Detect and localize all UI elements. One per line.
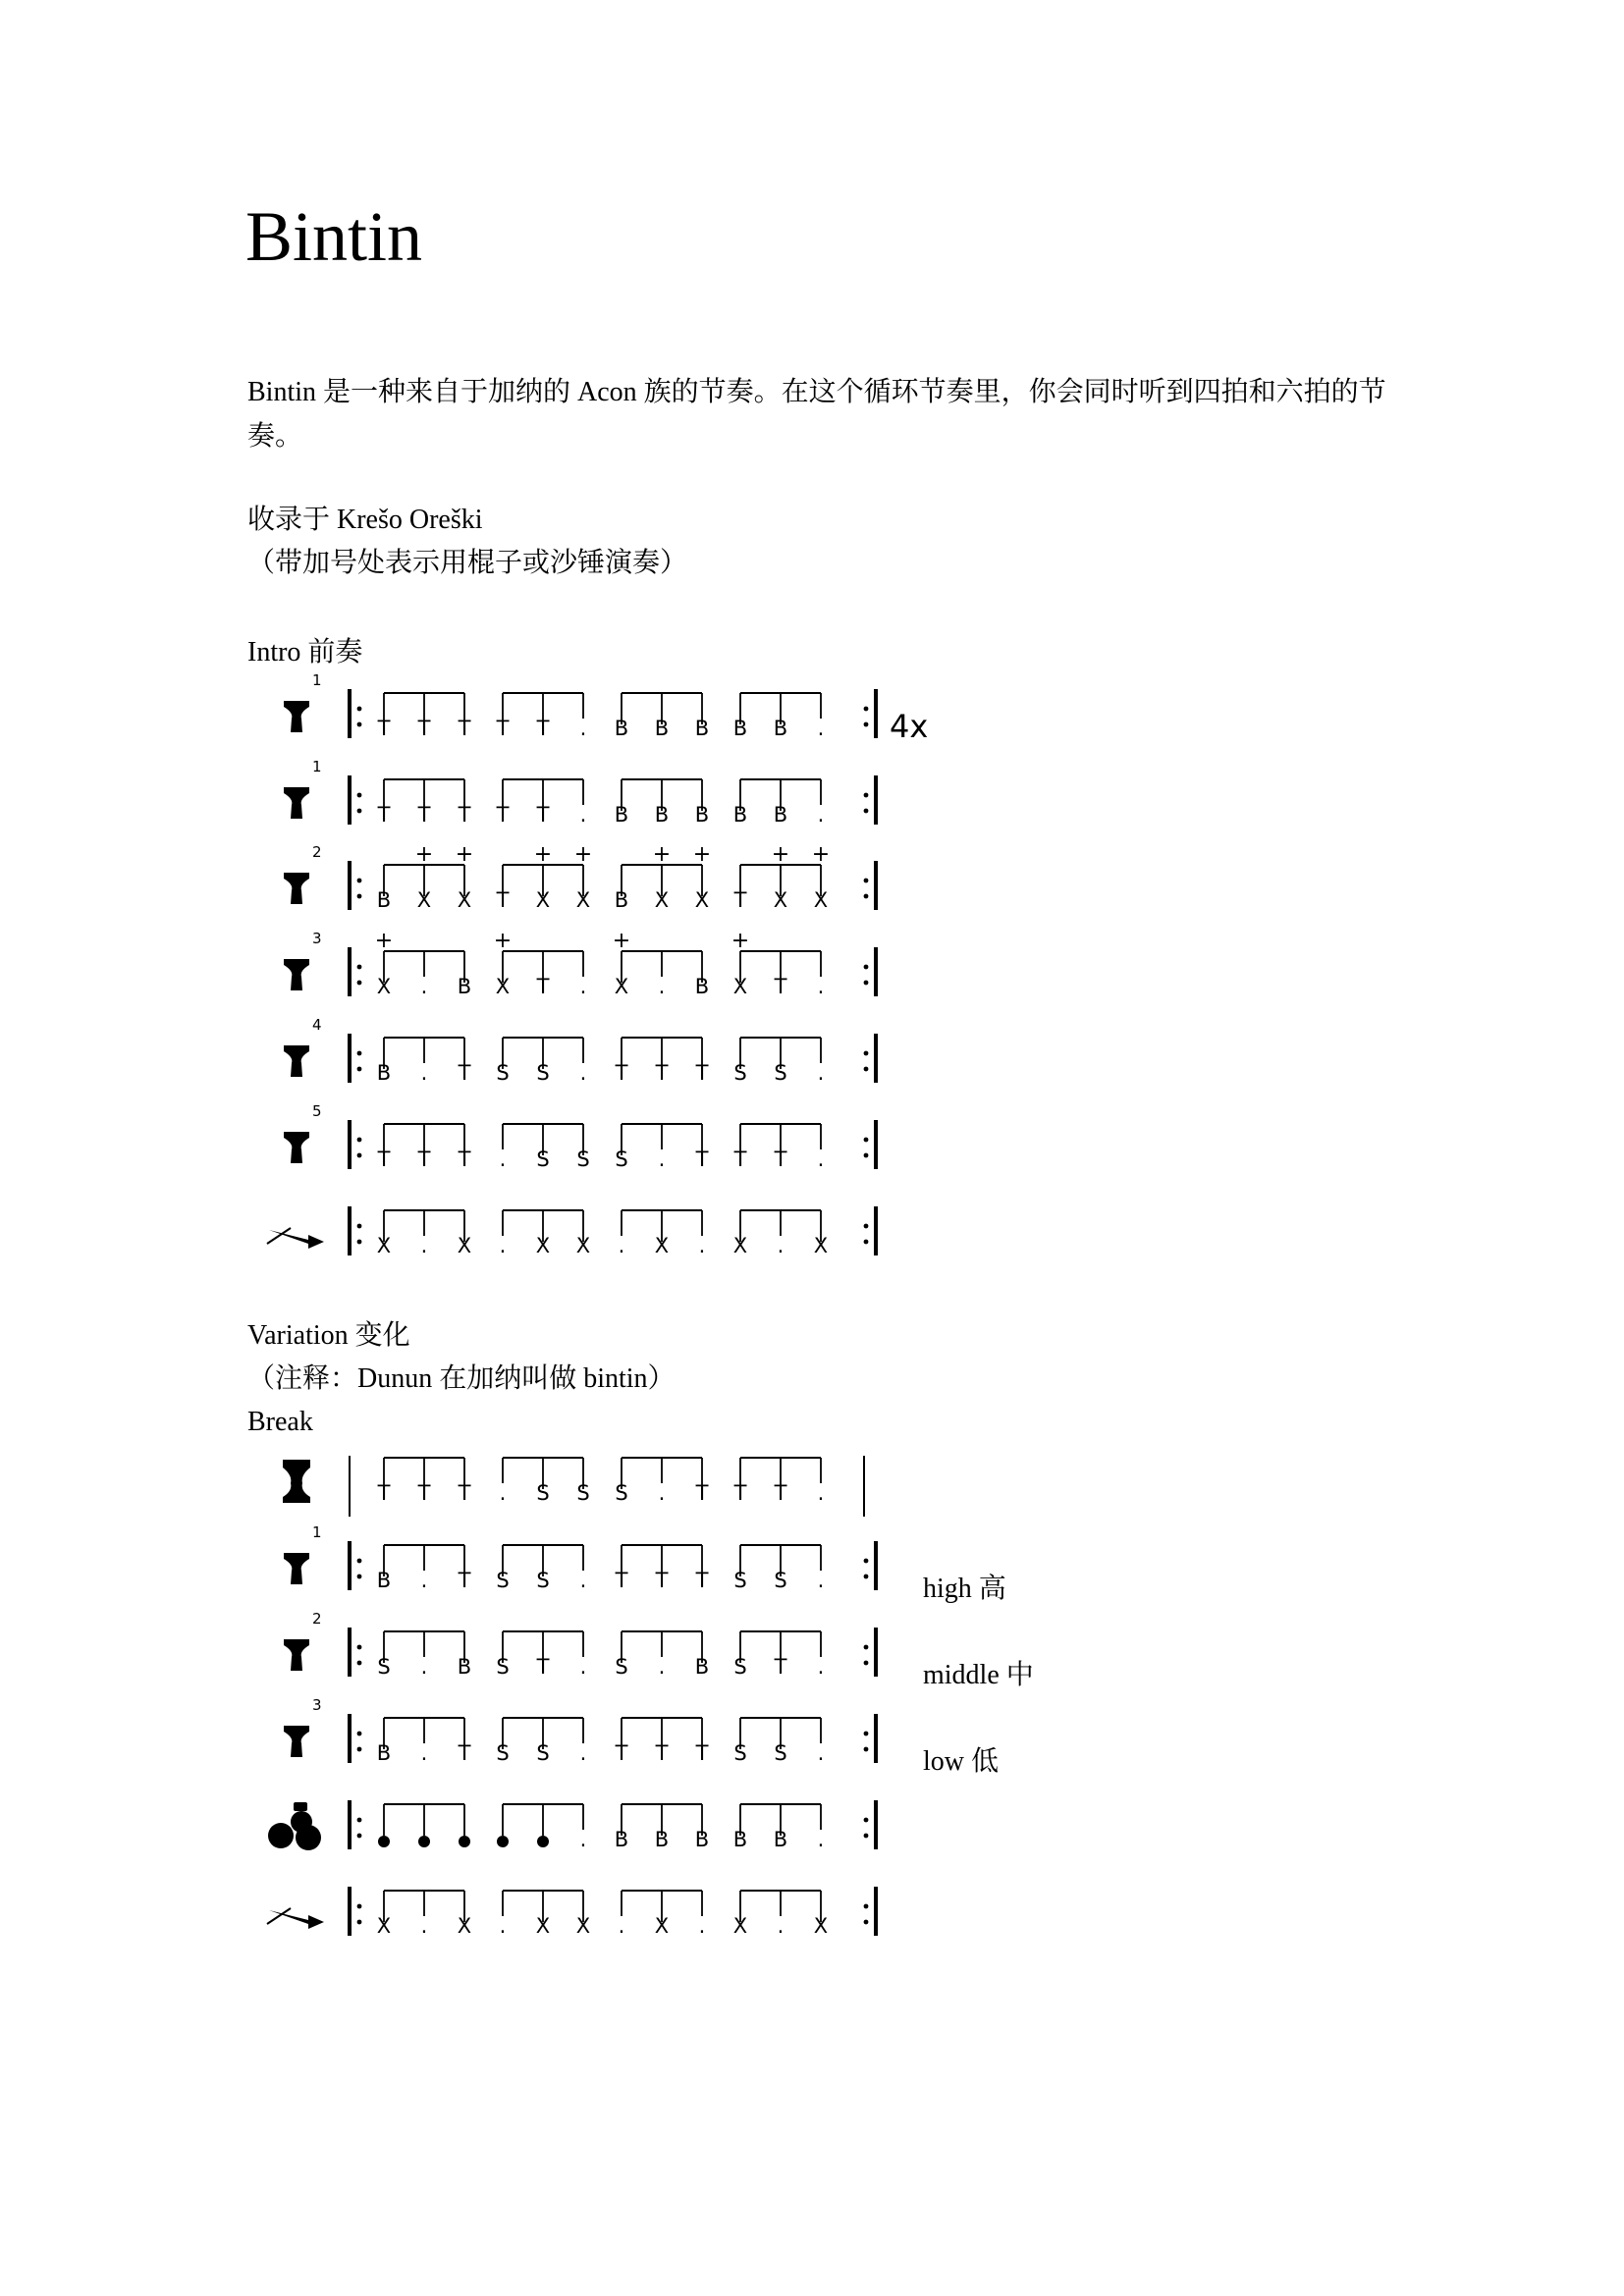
djembe-icon: [284, 959, 309, 990]
note-letter: T: [496, 888, 510, 912]
repeat-start-bar: [348, 1541, 352, 1590]
note-letter: X: [654, 1914, 670, 1938]
note-letter: X: [457, 1234, 472, 1257]
rest-mark: .: [499, 1914, 507, 1938]
note-letter: T: [417, 1148, 431, 1171]
note-letter: B: [694, 975, 710, 998]
note-letter: X: [732, 1234, 748, 1257]
bell-icon: [269, 1230, 324, 1249]
rest-mark: .: [618, 1234, 625, 1257]
rest-mark: .: [420, 1569, 428, 1592]
dunun-small-icon: [294, 1802, 307, 1811]
repeat-end-bar: [874, 689, 878, 738]
note-letter: T: [458, 1569, 471, 1592]
note-letter: X: [416, 888, 432, 912]
note-letter: X: [376, 975, 392, 998]
repeat-end-bar: [874, 1034, 878, 1083]
notation-stave: [284, 671, 928, 745]
rest-mark: .: [579, 1569, 587, 1592]
note-letter: X: [614, 975, 629, 998]
repeat-start-bar: [348, 1714, 352, 1763]
note-letter: B: [457, 1655, 472, 1679]
plus-mark: +: [811, 842, 831, 867]
note-letter: B: [732, 717, 748, 740]
note-letter: S: [496, 1655, 510, 1679]
dunun-large-icon: [268, 1823, 294, 1848]
notation-stave: [283, 1456, 864, 1517]
dunun-icon: [283, 1460, 310, 1503]
note-letter: T: [774, 1655, 787, 1679]
note-letter: X: [654, 1234, 670, 1257]
rest-mark: .: [499, 1148, 507, 1171]
repeat-dot: [357, 1747, 362, 1752]
repeat-dot: [864, 707, 869, 712]
plus-mark: +: [731, 929, 750, 953]
notation-stave: [267, 1887, 878, 1938]
note-letter: S: [615, 1481, 628, 1505]
note-letter: B: [654, 803, 670, 827]
note-letter: T: [615, 1061, 628, 1085]
note-letter: X: [457, 1914, 472, 1938]
note-letter: X: [732, 975, 748, 998]
note-dot: [497, 1836, 509, 1847]
note-letter: T: [536, 1655, 550, 1679]
rest-mark: .: [579, 975, 587, 998]
repeat-dot: [864, 1067, 869, 1072]
note-letter: S: [733, 1655, 747, 1679]
repeat-dot: [357, 1575, 362, 1579]
repeat-end-bar: [874, 1541, 878, 1590]
note-letter: B: [694, 803, 710, 827]
note-letter: B: [773, 717, 788, 740]
note-letter: X: [376, 1914, 392, 1938]
plus-mark: +: [612, 929, 631, 953]
repeat-dot: [864, 1834, 869, 1839]
plus-mark: +: [414, 842, 434, 867]
plus-mark: +: [533, 842, 553, 867]
repeat-start-bar: [348, 1034, 352, 1083]
plus-hint: （带加号处表示用棍子或沙锤演奏）: [247, 548, 688, 578]
note-letter: T: [458, 717, 471, 740]
note-letter: X: [575, 888, 591, 912]
repeat-dot: [864, 1732, 869, 1736]
repeat-end-bar: [874, 1800, 878, 1849]
repeat-count: 4x: [890, 708, 929, 745]
repeat-dot: [357, 1904, 362, 1909]
repeat-start-bar: [348, 1628, 352, 1677]
note-letter: B: [694, 1828, 710, 1851]
repeat-dot: [357, 793, 362, 798]
rest-mark: .: [618, 1914, 625, 1938]
repeat-start-bar: [348, 861, 352, 910]
stave-number: 1: [312, 671, 322, 689]
note-letter: T: [733, 1481, 747, 1505]
note-letter: X: [575, 1234, 591, 1257]
rest-mark: .: [817, 1655, 825, 1679]
note-letter: S: [774, 1569, 787, 1592]
note-letter: T: [733, 888, 747, 912]
repeat-dot: [864, 793, 869, 798]
repeat-dot: [864, 894, 869, 899]
repeat-dot: [357, 1067, 362, 1072]
note-letter: T: [774, 975, 787, 998]
bell-icon: [269, 1910, 324, 1929]
repeat-end-bar: [874, 1714, 878, 1763]
page-title: Bintin: [245, 197, 423, 276]
note-letter: B: [457, 975, 472, 998]
repeat-dot: [357, 1559, 362, 1564]
note-letter: T: [695, 1061, 709, 1085]
rest-mark: .: [658, 1655, 666, 1679]
repeat-dot: [357, 722, 362, 727]
repeat-end-bar: [874, 1628, 878, 1677]
djembe-icon: [284, 701, 309, 732]
repeat-dot: [357, 707, 362, 712]
repeat-dot: [357, 1153, 362, 1158]
rest-mark: .: [420, 1061, 428, 1085]
notation-stave: [284, 1016, 878, 1085]
note-letter: X: [575, 1914, 591, 1938]
note-letter: S: [536, 1148, 550, 1171]
note-letter: T: [496, 803, 510, 827]
note-letter: S: [576, 1148, 590, 1171]
note-letter: S: [496, 1741, 510, 1765]
note-letter: S: [774, 1061, 787, 1085]
rest-mark: .: [817, 803, 825, 827]
rest-mark: .: [817, 1741, 825, 1765]
note-letter: B: [654, 1828, 670, 1851]
note-letter: T: [458, 1481, 471, 1505]
note-letter: T: [417, 1481, 431, 1505]
repeat-dot: [864, 1240, 869, 1245]
repeat-end-bar: [874, 1120, 878, 1169]
repeat-dot: [864, 879, 869, 883]
note-letter: T: [458, 1148, 471, 1171]
stave-number: 2: [312, 1610, 322, 1628]
note-letter: S: [496, 1061, 510, 1085]
rest-mark: .: [579, 1655, 587, 1679]
rest-mark: .: [499, 1481, 507, 1505]
note-letter: B: [614, 803, 629, 827]
note-letter: T: [774, 1481, 787, 1505]
rest-mark: .: [579, 1828, 587, 1851]
djembe-icon: [284, 1726, 309, 1757]
note-letter: T: [536, 975, 550, 998]
note-letter: T: [655, 1569, 669, 1592]
repeat-end-bar: [874, 1887, 878, 1936]
repeat-dot: [864, 1661, 869, 1666]
note-dot: [459, 1836, 470, 1847]
note-letter: T: [536, 803, 550, 827]
stave-number: 5: [312, 1102, 322, 1120]
note-letter: X: [457, 888, 472, 912]
stave-number: 2: [312, 843, 322, 861]
plus-mark: +: [493, 929, 513, 953]
repeat-dot: [357, 1732, 362, 1736]
note-letter: S: [536, 1741, 550, 1765]
notation-stave: [268, 1800, 878, 1851]
variation-note: （注释：Dunun 在加纳叫做 bintin）: [247, 1363, 676, 1394]
note-letter: X: [654, 888, 670, 912]
note-letter: T: [774, 1148, 787, 1171]
repeat-end-bar: [874, 947, 878, 996]
rest-mark: .: [817, 1148, 825, 1171]
rest-mark: .: [817, 975, 825, 998]
rest-mark: .: [817, 1569, 825, 1592]
note-letter: X: [813, 1234, 829, 1257]
intro-paragraph: Bintin 是一种来自于加纳的 Acon 族的节奏。在这个循环节奏里，你会同时听到四拍和六拍的节奏。: [247, 377, 1386, 452]
stave-number: 3: [312, 930, 322, 947]
repeat-dot: [864, 722, 869, 727]
dunun-large-icon: [296, 1825, 321, 1850]
plus-mark: +: [771, 842, 790, 867]
note-dot: [418, 1836, 430, 1847]
rest-mark: .: [698, 1914, 706, 1938]
djembe-icon: [284, 1045, 309, 1077]
note-letter: X: [535, 888, 551, 912]
notation-stave: [284, 1610, 878, 1679]
note-letter: B: [376, 1569, 392, 1592]
repeat-dot: [864, 1904, 869, 1909]
notation-stave: [267, 1206, 878, 1257]
rest-mark: .: [777, 1234, 785, 1257]
note-letter: T: [615, 1569, 628, 1592]
note-letter: T: [377, 717, 391, 740]
notation-stave: [284, 929, 878, 998]
rest-mark: .: [420, 1655, 428, 1679]
note-letter: T: [377, 1481, 391, 1505]
note-letter: S: [774, 1741, 787, 1765]
rest-mark: .: [579, 803, 587, 827]
repeat-dot: [864, 1818, 869, 1823]
note-letter: S: [615, 1655, 628, 1679]
rest-mark: .: [817, 1481, 825, 1505]
note-letter: T: [496, 717, 510, 740]
repeat-dot: [864, 1747, 869, 1752]
break-heading: Break: [247, 1407, 313, 1437]
repeat-dot: [864, 981, 869, 986]
djembe-icon: [284, 1639, 309, 1671]
rest-mark: .: [420, 1234, 428, 1257]
repeat-dot: [357, 1818, 362, 1823]
note-letter: X: [535, 1234, 551, 1257]
repeat-dot: [357, 1138, 362, 1143]
note-letter: S: [615, 1148, 628, 1171]
note-letter: T: [655, 1741, 669, 1765]
note-letter: T: [377, 803, 391, 827]
repeat-dot: [357, 1051, 362, 1056]
rest-mark: .: [420, 975, 428, 998]
note-letter: S: [496, 1569, 510, 1592]
note-letter: S: [733, 1061, 747, 1085]
note-letter: X: [376, 1234, 392, 1257]
repeat-dot: [357, 1661, 362, 1666]
stave-number: 1: [312, 758, 322, 775]
note-letter: S: [536, 1569, 550, 1592]
repeat-start-bar: [348, 1887, 352, 1936]
repeat-dot: [864, 1645, 869, 1650]
repeat-dot: [357, 809, 362, 814]
note-letter: T: [655, 1061, 669, 1085]
note-letter: B: [732, 803, 748, 827]
repeat-dot: [864, 965, 869, 970]
notation-stave: [284, 758, 878, 827]
credit-line: 收录于 Krešo Oreški: [247, 505, 483, 535]
repeat-dot: [864, 809, 869, 814]
note-letter: S: [733, 1569, 747, 1592]
note-letter: S: [733, 1741, 747, 1765]
repeat-dot: [864, 1224, 869, 1229]
note-letter: B: [376, 888, 392, 912]
note-letter: T: [377, 1148, 391, 1171]
rest-mark: .: [817, 1061, 825, 1085]
note-letter: T: [458, 1741, 471, 1765]
note-letter: S: [536, 1061, 550, 1085]
repeat-dot: [357, 1224, 362, 1229]
note-dot: [378, 1836, 390, 1847]
note-letter: T: [695, 1569, 709, 1592]
stave-label-high: high 高: [923, 1574, 1006, 1604]
repeat-dot: [357, 1240, 362, 1245]
repeat-dot: [357, 894, 362, 899]
stave-label-middle: middle 中: [923, 1660, 1034, 1690]
repeat-start-bar: [348, 1120, 352, 1169]
repeat-dot: [864, 1575, 869, 1579]
note-letter: T: [695, 1741, 709, 1765]
note-letter: S: [377, 1655, 391, 1679]
rest-mark: .: [777, 1914, 785, 1938]
note-letter: X: [535, 1914, 551, 1938]
notation-stave: [284, 842, 878, 912]
dunun-base-icon: [289, 1847, 298, 1848]
note-letter: B: [694, 1655, 710, 1679]
repeat-start-bar: [348, 947, 352, 996]
note-letter: B: [694, 717, 710, 740]
stave-number: 4: [312, 1016, 322, 1034]
note-letter: S: [576, 1481, 590, 1505]
note-letter: B: [773, 803, 788, 827]
note-letter: T: [536, 717, 550, 740]
note-letter: X: [495, 975, 511, 998]
note-letter: X: [732, 1914, 748, 1938]
djembe-icon: [284, 1132, 309, 1163]
notation-stave: [284, 1523, 878, 1592]
repeat-dot: [357, 965, 362, 970]
rest-mark: .: [658, 975, 666, 998]
variation-heading: Variation 变化: [247, 1320, 410, 1351]
rest-mark: .: [420, 1741, 428, 1765]
stave-number: 1: [312, 1523, 322, 1541]
repeat-dot: [357, 879, 362, 883]
rest-mark: .: [817, 717, 825, 740]
rest-mark: .: [499, 1234, 507, 1257]
note-letter: X: [773, 888, 788, 912]
repeat-dot: [357, 1645, 362, 1650]
repeat-dot: [357, 1834, 362, 1839]
note-letter: T: [417, 717, 431, 740]
djembe-icon: [284, 873, 309, 904]
repeat-end-bar: [874, 775, 878, 825]
repeat-dot: [864, 1559, 869, 1564]
plus-mark: +: [652, 842, 672, 867]
rest-mark: .: [698, 1234, 706, 1257]
rest-mark: .: [658, 1148, 666, 1171]
repeat-dot: [864, 1153, 869, 1158]
note-letter: B: [614, 1828, 629, 1851]
note-letter: T: [733, 1148, 747, 1171]
note-letter: T: [695, 1148, 709, 1171]
repeat-dot: [864, 1138, 869, 1143]
notation-stave: [284, 1696, 878, 1765]
djembe-icon: [284, 787, 309, 819]
repeat-dot: [357, 1920, 362, 1925]
plus-mark: +: [573, 842, 593, 867]
stave-number: 3: [312, 1696, 322, 1714]
note-letter: B: [732, 1828, 748, 1851]
rest-mark: .: [817, 1828, 825, 1851]
repeat-start-bar: [348, 689, 352, 738]
rest-mark: .: [579, 1741, 587, 1765]
note-letter: B: [376, 1061, 392, 1085]
repeat-dot: [864, 1920, 869, 1925]
repeat-start-bar: [348, 1206, 352, 1255]
note-letter: T: [615, 1741, 628, 1765]
note-letter: S: [536, 1481, 550, 1505]
notation-stave: [284, 1102, 878, 1171]
note-letter: B: [654, 717, 670, 740]
note-letter: T: [417, 803, 431, 827]
repeat-dot: [864, 1051, 869, 1056]
repeat-end-bar: [874, 861, 878, 910]
rest-mark: .: [420, 1914, 428, 1938]
plus-mark: +: [374, 929, 394, 953]
note-letter: T: [458, 1061, 471, 1085]
rest-mark: .: [579, 717, 587, 740]
note-letter: B: [614, 717, 629, 740]
note-letter: B: [614, 888, 629, 912]
note-letter: X: [813, 1914, 829, 1938]
note-letter: T: [695, 1481, 709, 1505]
stave-label-low: low 低: [923, 1746, 1000, 1777]
note-letter: X: [813, 888, 829, 912]
note-letter: B: [773, 1828, 788, 1851]
repeat-dot: [357, 981, 362, 986]
note-dot: [537, 1836, 549, 1847]
repeat-start-bar: [348, 1800, 352, 1849]
repeat-end-bar: [874, 1206, 878, 1255]
plus-mark: +: [455, 842, 474, 867]
note-letter: X: [694, 888, 710, 912]
intro-heading: Intro 前奏: [247, 637, 363, 667]
rest-mark: .: [658, 1481, 666, 1505]
note-letter: T: [458, 803, 471, 827]
repeat-start-bar: [348, 775, 352, 825]
rest-mark: .: [579, 1061, 587, 1085]
plus-mark: +: [692, 842, 712, 867]
note-letter: B: [376, 1741, 392, 1765]
djembe-icon: [284, 1553, 309, 1584]
